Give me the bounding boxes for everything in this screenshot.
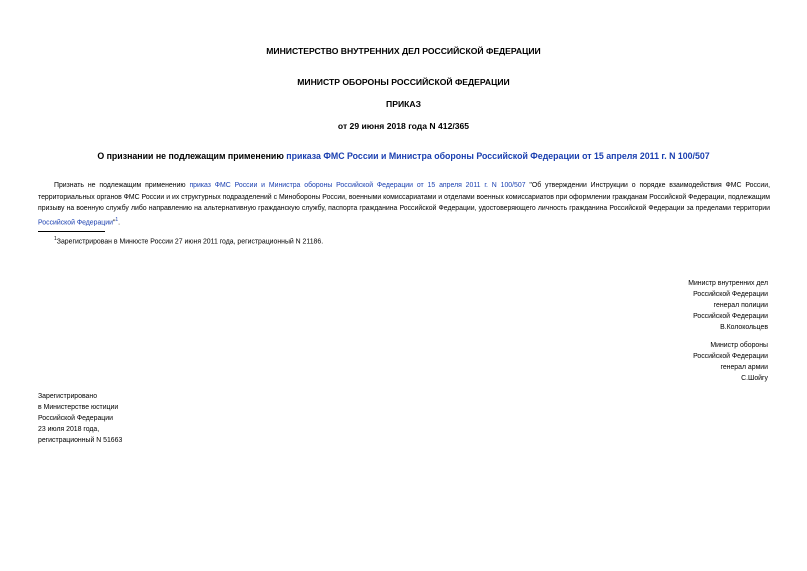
body-prefix: Признать не подлежащим применению bbox=[54, 182, 190, 189]
document-subject bbox=[0, 151, 807, 161]
body-order-link[interactable]: приказ ФМС России и Министра обороны Российской Федерации от 15 апреля 2011 г. N 100/507 bbox=[189, 182, 526, 189]
footnote bbox=[54, 236, 323, 245]
signature-line: В.Колокольцев bbox=[720, 324, 768, 331]
body-middle: "Об утверждении Инструкции о порядке взаимодействия ФМС России, территориальных органов ФМС России и их структурных подразделений с Минобороны России, военными комиссариатами и отделами военных комиссариатов при оформлении гражданам Российской Федерации, подлежащим призыву на военную службу либо направлению на альтернативную гражданскую службу, паспорта гражданина Российской Федерации, удостоверяющего личность гражданина Российской Федерации за пределами территории bbox=[38, 182, 770, 212]
signature-line: Российской Федерации bbox=[693, 313, 768, 320]
document-date-number: от 29 июня 2018 года N 412/365 bbox=[337, 121, 470, 131]
signature-line: генерал армии bbox=[720, 364, 768, 371]
signature-defense-minister bbox=[693, 340, 768, 384]
ministry-heading: МИНИСТЕРСТВО ВНУТРЕННИХ ДЕЛ РОССИЙСКОЙ ФЕДЕРАЦИИ bbox=[266, 46, 541, 56]
footnote-text: Зарегистрирован в Минюсте России 27 июня 2011 года, регистрационный N 21186. bbox=[56, 238, 324, 246]
signature-interior-minister bbox=[688, 278, 768, 333]
signature-line: генерал полиции bbox=[713, 302, 768, 309]
registration-line: регистрационный N 51663 bbox=[38, 437, 123, 444]
body-end: . bbox=[118, 218, 121, 226]
signature-line: Российской Федерации bbox=[693, 291, 768, 298]
registration-line: Зарегистрировано bbox=[38, 393, 98, 400]
signature-line: Министр обороны bbox=[710, 342, 768, 349]
minister-heading: МИНИСТР ОБОРОНЫ РОССИЙСКОЙ ФЕДЕРАЦИИ bbox=[297, 77, 510, 87]
footnote-mark: 1 bbox=[54, 236, 57, 242]
subject-order-link[interactable]: приказа ФМС России и Министра обороны Российской Федерации от 15 апреля 2011 г. N 100/507 bbox=[286, 151, 710, 161]
body-suffix: " bbox=[112, 218, 116, 226]
body-rf-link[interactable]: Российской Федерации bbox=[38, 218, 113, 226]
signature-line: Российской Федерации bbox=[693, 353, 768, 360]
registration-line: 23 июля 2018 года, bbox=[38, 426, 100, 433]
signature-line: Министр внутренних дел bbox=[688, 280, 768, 287]
registration-line: Российской Федерации bbox=[38, 415, 113, 422]
subject-prefix: О признании не подлежащим применению bbox=[97, 151, 287, 161]
signature-line: С.Шойгу bbox=[741, 375, 768, 382]
footnote-reference[interactable]: 1 bbox=[115, 216, 119, 223]
document-type: ПРИКАЗ bbox=[386, 99, 421, 109]
registration-block bbox=[38, 391, 122, 446]
body-paragraph bbox=[38, 180, 770, 228]
footnote-divider bbox=[38, 231, 105, 232]
registration-line: в Министерстве юстиции bbox=[38, 404, 119, 411]
